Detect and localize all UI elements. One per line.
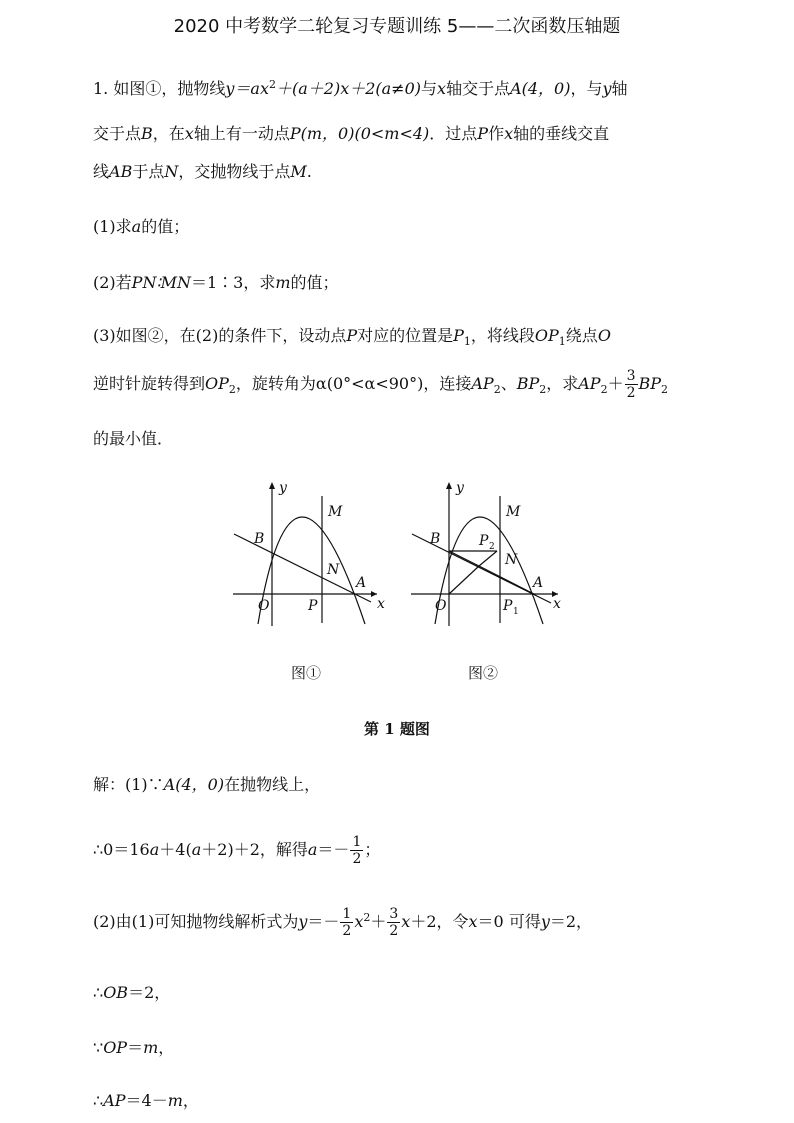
solution-line-3 bbox=[93, 906, 592, 939]
var: N bbox=[164, 162, 179, 181]
subscript: 2 bbox=[228, 383, 236, 396]
question-1 bbox=[93, 214, 189, 237]
var: O bbox=[597, 326, 611, 345]
text: ＋ bbox=[370, 912, 387, 931]
text: 与 bbox=[421, 79, 438, 98]
var: M bbox=[290, 162, 307, 181]
var: BP bbox=[516, 374, 540, 393]
figure-2 bbox=[403, 478, 573, 633]
label-B: B bbox=[430, 531, 441, 547]
var: y bbox=[602, 79, 612, 98]
label-A: A bbox=[533, 575, 544, 591]
text: 轴 bbox=[611, 79, 628, 98]
text: ＋4( bbox=[159, 840, 192, 859]
var: m bbox=[275, 273, 291, 292]
text: 如图①，抛物线 bbox=[113, 79, 226, 98]
text: ＋ bbox=[607, 374, 624, 393]
solution-line-5 bbox=[93, 1035, 174, 1058]
exponent: 2 bbox=[268, 78, 276, 91]
text: 在抛物线上， bbox=[224, 775, 321, 794]
label-P2: P bbox=[479, 533, 489, 549]
var: a bbox=[191, 840, 202, 859]
var: P bbox=[477, 124, 489, 143]
text: ，将线段 bbox=[470, 326, 535, 345]
var: P bbox=[453, 326, 464, 345]
var: m bbox=[143, 1038, 159, 1057]
var: AP bbox=[103, 1091, 126, 1110]
page-title: 2020 中考数学二轮复习专题训练 5——二次函数压轴题 bbox=[173, 16, 621, 37]
text: ＋2)＋2，解得 bbox=[201, 840, 308, 859]
label-O: O bbox=[435, 598, 447, 614]
text: ＝－ bbox=[317, 840, 350, 859]
text: 解：(1)∵ bbox=[93, 775, 164, 794]
fraction bbox=[625, 368, 638, 401]
numerator: 3 bbox=[389, 906, 399, 922]
label-N: N bbox=[505, 552, 518, 568]
text: ＋2，令 bbox=[410, 912, 469, 931]
subscript: 2 bbox=[493, 383, 501, 396]
y-axis-arrow bbox=[446, 482, 452, 489]
text: 轴上有一动点 bbox=[193, 124, 290, 143]
label-O: O bbox=[258, 598, 270, 614]
text: (1)求 bbox=[93, 217, 132, 236]
label-x: x bbox=[553, 596, 561, 612]
point-A: A(4，0) bbox=[510, 79, 571, 98]
subscript: 2 bbox=[661, 383, 669, 396]
text: 于点 bbox=[132, 162, 165, 181]
text: (2)若 bbox=[93, 273, 132, 292]
text: (3)如图②，在(2)的条件下，设动点 bbox=[93, 326, 347, 345]
equation: ＋(a＋2)x＋2(a≠0) bbox=[275, 79, 422, 98]
var: m bbox=[167, 1091, 183, 1110]
var: P bbox=[346, 326, 358, 345]
denominator: 2 bbox=[389, 923, 399, 939]
subscript: 1 bbox=[463, 335, 471, 348]
figure-title: 第 1 题图 bbox=[364, 720, 430, 738]
var: a bbox=[131, 217, 142, 236]
var: OP bbox=[205, 374, 229, 393]
numerator: 3 bbox=[626, 368, 636, 384]
fraction bbox=[340, 906, 353, 939]
numerator: 1 bbox=[352, 834, 362, 850]
text: ＝4－ bbox=[125, 1091, 168, 1110]
text: ，与 bbox=[570, 79, 603, 98]
denominator: 2 bbox=[626, 385, 636, 401]
var: x bbox=[504, 124, 514, 143]
subscript: 1 bbox=[558, 335, 566, 348]
text: 的最小值． bbox=[93, 429, 174, 448]
label-N: N bbox=[327, 562, 340, 578]
problem-line-2 bbox=[93, 121, 609, 144]
text: 交于点 bbox=[93, 124, 142, 143]
solution-line-6 bbox=[93, 1088, 199, 1111]
var: x bbox=[401, 912, 411, 931]
question-2 bbox=[93, 270, 339, 293]
var: AP bbox=[471, 374, 494, 393]
text: ，在 bbox=[152, 124, 185, 143]
fraction bbox=[387, 906, 400, 939]
segment-BP2 bbox=[449, 551, 479, 566]
point-B: B bbox=[141, 124, 153, 143]
label-P1: P bbox=[503, 598, 513, 614]
text: 作 bbox=[488, 124, 505, 143]
var: y bbox=[298, 912, 308, 931]
text: 逆时针旋转得到 bbox=[93, 374, 206, 393]
var: y bbox=[540, 912, 550, 931]
denominator: 2 bbox=[352, 851, 362, 867]
text: (2)由(1)可知抛物线解析式为 bbox=[93, 912, 299, 931]
solution-line-2 bbox=[93, 834, 380, 867]
label-P: P bbox=[308, 598, 318, 614]
text: ∴ bbox=[93, 1091, 104, 1110]
var: OB bbox=[103, 983, 129, 1002]
text: ＝1∶3，求 bbox=[190, 273, 276, 292]
label-y: y bbox=[279, 480, 287, 496]
y-axis-arrow bbox=[269, 482, 275, 489]
text: 的值； bbox=[290, 273, 339, 292]
text: 轴交于点 bbox=[446, 79, 511, 98]
figure-2-caption: 图② bbox=[468, 664, 499, 682]
label-M: M bbox=[328, 504, 343, 520]
label-B: B bbox=[254, 531, 265, 547]
solution-line-1 bbox=[93, 772, 320, 795]
text: ∵ bbox=[93, 1038, 104, 1057]
segment-AP2 bbox=[479, 566, 534, 594]
figure-1-caption: 图① bbox=[291, 664, 322, 682]
label-y: y bbox=[456, 480, 464, 496]
text: ．过点 bbox=[429, 124, 478, 143]
label-x: x bbox=[377, 596, 385, 612]
text: 绕点 bbox=[565, 326, 598, 345]
var: AB bbox=[109, 162, 133, 181]
point-A: A(4，0) bbox=[163, 775, 225, 794]
problem-number: 1. bbox=[93, 79, 109, 98]
text: ∴0＝16 bbox=[93, 840, 150, 859]
label-M: M bbox=[506, 504, 521, 520]
subscript: 2 bbox=[539, 383, 547, 396]
var: AP bbox=[578, 374, 601, 393]
point-P: P(m，0)(0<m<4) bbox=[289, 124, 430, 143]
fraction bbox=[350, 834, 363, 867]
text: ＝ bbox=[127, 1038, 144, 1057]
label-A: A bbox=[356, 575, 367, 591]
var: x bbox=[354, 912, 364, 931]
text: ，旋转角为α(0°<α<90°)，连接 bbox=[235, 374, 472, 393]
label-P2-sub: 2 bbox=[489, 542, 495, 552]
text: 的值； bbox=[141, 217, 190, 236]
question-3-line-3 bbox=[93, 426, 173, 449]
question-3-line-2 bbox=[93, 368, 668, 401]
text: 轴的垂线交直 bbox=[513, 124, 610, 143]
text: . bbox=[306, 162, 312, 181]
var: x bbox=[437, 79, 447, 98]
text: ，求 bbox=[546, 374, 579, 393]
text: ， bbox=[182, 1091, 199, 1110]
text: ＝2， bbox=[128, 983, 171, 1002]
text: ∴ bbox=[93, 983, 104, 1002]
segment-P2-up bbox=[479, 551, 497, 566]
text: ， bbox=[158, 1038, 175, 1057]
figure-1 bbox=[225, 478, 395, 633]
label-P1-sub: 1 bbox=[513, 607, 519, 617]
equation: y＝ax bbox=[225, 79, 269, 98]
text: ＝2， bbox=[549, 912, 593, 931]
var: a bbox=[307, 840, 318, 859]
text: ＝0 可得 bbox=[477, 912, 541, 931]
denominator: 2 bbox=[342, 923, 352, 939]
segment-OP2 bbox=[449, 566, 479, 594]
var: PN∶MN bbox=[131, 273, 191, 292]
subscript: 2 bbox=[600, 383, 608, 396]
var: BP bbox=[638, 374, 662, 393]
problem-line-3 bbox=[93, 159, 312, 182]
var: a bbox=[149, 840, 160, 859]
text: ； bbox=[364, 840, 381, 859]
text: 对应的位置是 bbox=[357, 326, 454, 345]
text: ＝－ bbox=[307, 912, 340, 931]
numerator: 1 bbox=[342, 906, 352, 922]
exponent: 2 bbox=[363, 911, 371, 924]
var: OP bbox=[103, 1038, 128, 1057]
var: OP bbox=[534, 326, 559, 345]
var: x bbox=[184, 124, 194, 143]
question-3-line-1 bbox=[93, 323, 611, 346]
text: 线 bbox=[93, 162, 110, 181]
problem-line-1 bbox=[93, 76, 628, 99]
var: x bbox=[468, 912, 478, 931]
solution-line-4 bbox=[93, 980, 170, 1003]
text: ，交抛物线于点 bbox=[178, 162, 291, 181]
text: 、 bbox=[500, 374, 517, 393]
